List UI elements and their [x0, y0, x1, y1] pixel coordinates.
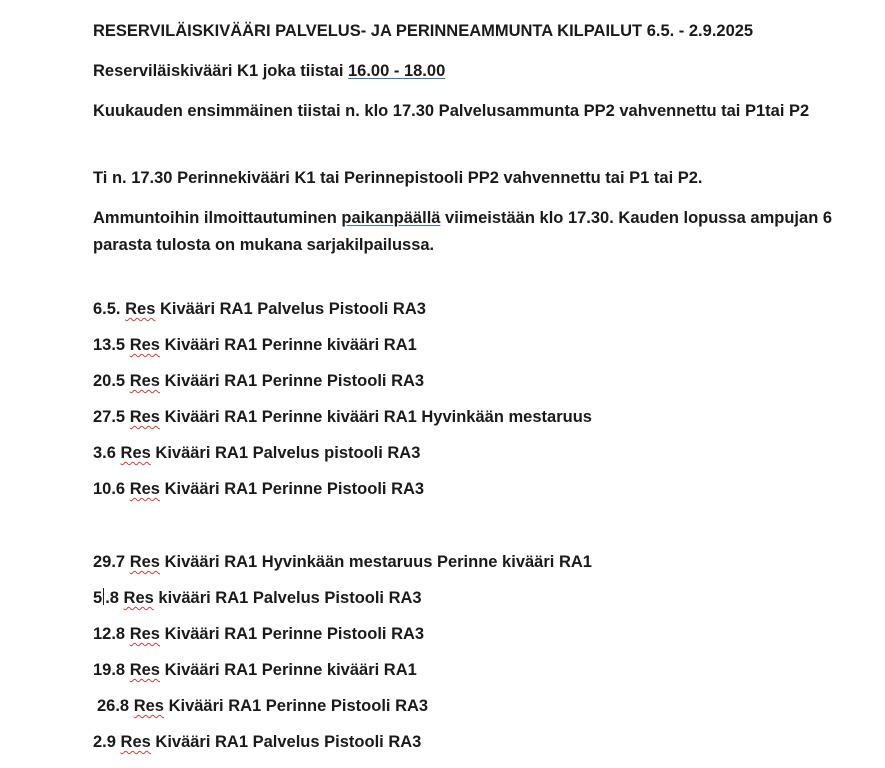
res-abbrev: Res [129, 661, 160, 679]
schedule-date: 19.8 [93, 661, 126, 679]
schedule-date: 6.5. [93, 300, 121, 318]
schedule-row-spring-4 [93, 404, 592, 431]
res-abbrev: Res [133, 697, 164, 715]
schedule-date: 29.7 [93, 553, 126, 571]
schedule-row-autumn-3 [93, 621, 424, 648]
schedule-date: 13.5 [93, 336, 126, 354]
schedule-row-spring-1 [93, 296, 426, 323]
res-abbrev: Res [129, 336, 160, 354]
schedule-date: 3.6 [93, 444, 116, 462]
res-abbrev: Res [125, 300, 156, 318]
document-heading: RESERVILÄISKIVÄÄRI PALVELUS- JA PERINNEAMMUNTA KILPAILUT 6.5. - 2.9.2025 [93, 22, 754, 40]
registration-text-after: viimeistään klo 17.30. Kauden lopussa ampujan 6 parasta tulosta on mukana sarjakilpailussa. [93, 209, 833, 254]
schedule-events: Kivääri RA1 Perinne Pistooli RA3 [160, 372, 425, 390]
schedule-row-spring-2 [93, 332, 417, 359]
schedule-row-autumn-4 [93, 657, 417, 684]
res-abbrev: Res [129, 480, 160, 498]
schedule-date-part-1: 5 [93, 589, 103, 607]
time-range-link[interactable]: 16.00 - 18.00 [348, 62, 446, 80]
schedule-events: Kivääri RA1 Palvelus Pistooli RA3 [155, 300, 426, 318]
schedule-date: 26.8 [97, 697, 130, 715]
registration-text-before: Ammuntoihin ilmoittautuminen [93, 209, 342, 227]
schedule-date: 10.6 [93, 480, 126, 498]
service-shooting-line: Kuukauden ensimmäinen tiistai n. klo 17.30 Palvelusammunta PP2 vahvennettu tai P1tai P2 [93, 102, 810, 120]
res-abbrev: Res [123, 589, 154, 607]
paikanpaalla-link[interactable]: paikanpäällä [341, 209, 441, 227]
schedule-events: Kivääri RA1 Perinne Pistooli RA3 [160, 480, 425, 498]
schedule-row-spring-6 [93, 476, 424, 503]
schedule-row-spring-5 [93, 440, 420, 467]
schedule-row-spring-3 [93, 368, 424, 395]
schedule-events: Kivääri RA1 Perinne kivääri RA1 [160, 336, 417, 354]
res-abbrev: Res [120, 733, 151, 751]
schedule-date: 2.9 [93, 733, 116, 751]
res-abbrev: Res [129, 372, 160, 390]
res-abbrev: Res [129, 625, 160, 643]
schedule-date-part-2: .8 [105, 589, 119, 607]
registration-info-line [93, 205, 833, 259]
schedule-row-autumn-6 [93, 729, 421, 756]
res-abbrev: Res [129, 408, 160, 426]
schedule-events: Kivääri RA1 Palvelus pistooli RA3 [150, 444, 421, 462]
heritage-shooting-line: Ti n. 17.30 Perinnekivääri K1 tai Perinnepistooli PP2 vahvennettu tai P1 tai P2. [93, 169, 703, 187]
res-abbrev: Res [129, 553, 160, 571]
weekly-schedule-text: Reserviläiskivääri K1 joka tiistai [93, 62, 348, 80]
weekly-schedule-line [93, 58, 445, 85]
schedule-events: Kivääri RA1 Perinne Pistooli RA3 [164, 697, 429, 715]
schedule-events: Kivääri RA1 Hyvinkään mestaruus Perinne kivääri RA1 [160, 553, 592, 571]
schedule-events: kivääri RA1 Palvelus Pistooli RA3 [153, 589, 422, 607]
schedule-events: Kivääri RA1 Perinne kivääri RA1 Hyvinkään mestaruus [160, 408, 592, 426]
schedule-events: Kivääri RA1 Palvelus Pistooli RA3 [150, 733, 422, 751]
schedule-row-autumn-2 [93, 585, 422, 612]
schedule-events: Kivääri RA1 Perinne Pistooli RA3 [160, 625, 425, 643]
schedule-date: 12.8 [93, 625, 126, 643]
schedule-date: 27.5 [93, 408, 126, 426]
schedule-date: 20.5 [93, 372, 126, 390]
schedule-events: Kivääri RA1 Perinne kivääri RA1 [160, 661, 417, 679]
res-abbrev: Res [120, 444, 151, 462]
schedule-row-autumn-1 [93, 549, 592, 576]
schedule-row-autumn-5 [97, 693, 428, 720]
